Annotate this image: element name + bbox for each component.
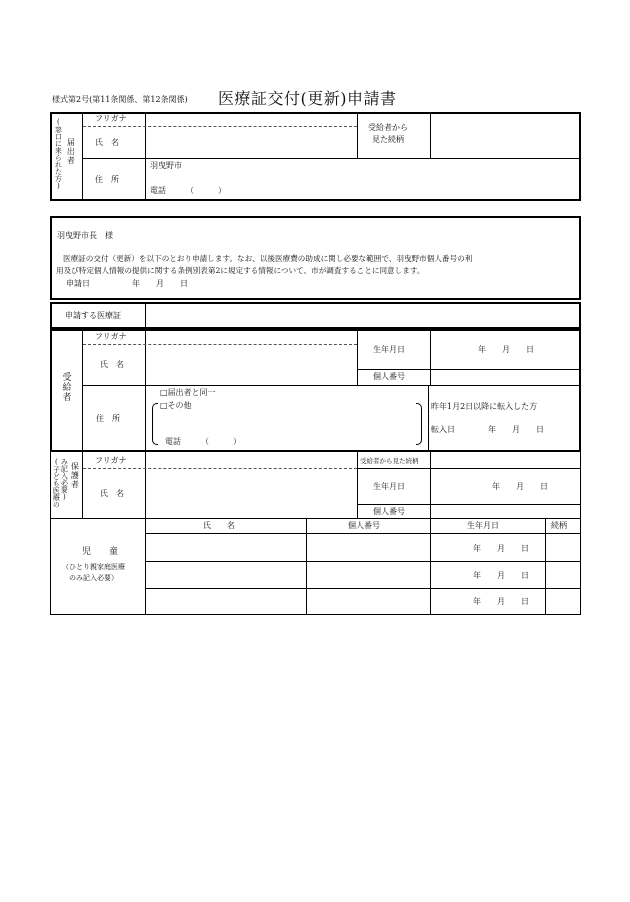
children-row-2-relation-input[interactable] (547, 563, 578, 587)
children-row-1-name-input[interactable] (147, 535, 304, 560)
guardian-side-sublabel-1: (子ども医療の (52, 458, 61, 508)
children-row-1-mynumber-input[interactable] (308, 535, 428, 560)
recipient-option-same[interactable]: □届出者と同一 (160, 388, 216, 397)
children-col-name: 氏 名 (203, 521, 235, 530)
notifier-furigana-input[interactable] (147, 114, 355, 125)
address-bracket-right (416, 403, 422, 445)
children-row-3-birthdate[interactable]: 年 月 日 (473, 597, 529, 606)
recipient-side-label: 受給者 (60, 372, 71, 402)
guardian-side-sublabel-2: み記入必要) (60, 458, 69, 501)
recipient-name-label: 氏 名 (100, 360, 124, 369)
children-row-3-mynumber-input[interactable] (308, 590, 428, 613)
recipient-name-input[interactable] (147, 346, 355, 384)
recipient-address-input[interactable] (160, 414, 414, 432)
address-bracket-left (152, 403, 158, 445)
recipient-birthdate-label: 生年月日 (373, 345, 405, 354)
recipient-address-label: 住 所 (96, 414, 120, 423)
notifier-side-label: 届出者 (66, 138, 76, 165)
children-side-note-1: （ひとり親家庭医療 (62, 563, 125, 571)
statement-line-2: 用及び特定個人情報の提供に関する条例別表第2に規定する情報について、市が調査することに同意します。 (56, 266, 425, 275)
children-col-mynumber: 個人番号 (348, 521, 380, 530)
form-title: 医療証交付(更新)申請書 (218, 89, 397, 108)
recipient-movein-date-label: 転入日 (431, 425, 455, 434)
recipient-option-other[interactable]: □その他 (160, 401, 192, 410)
notifier-furigana-label: フリガナ (95, 114, 127, 123)
recipient-moved-label: 昨年1月2日以降に転入した方 (431, 402, 538, 411)
children-row-3-relation-input[interactable] (547, 590, 578, 613)
recipient-mynumber-input[interactable] (432, 371, 578, 384)
form-number: 様式第2号(第11条関係、第12条関係) (52, 95, 188, 104)
guardian-name-label: 氏 名 (100, 489, 124, 498)
notifier-relation-input[interactable] (432, 114, 578, 157)
certificate-input[interactable] (147, 304, 578, 327)
notifier-relation-label-2: 見た続柄 (372, 135, 404, 144)
recipient-birthdate-value[interactable]: 年 月 日 (478, 345, 534, 354)
recipient-movein-date-value[interactable]: 年 月 日 (488, 425, 544, 434)
recipient-phone-label: 電話 （ ） (165, 437, 241, 446)
children-row-2-mynumber-input[interactable] (308, 563, 428, 587)
recipient-mynumber-label: 個人番号 (373, 372, 405, 381)
notifier-side-sublabel: (窓口に来られた方) (54, 118, 63, 190)
statement-line-1: 医療証の交付（更新）を以下のとおり申請します。なお、以後医療費の助成に関し必要な範囲で、羽曳野市個人番号の利 (63, 254, 473, 263)
children-col-relation: 続柄 (551, 521, 567, 530)
guardian-relation-input[interactable] (432, 454, 578, 467)
application-date-label: 申請日 (66, 279, 90, 288)
notifier-city-text: 羽曳野市 (150, 161, 182, 170)
children-row-1-relation-input[interactable] (547, 535, 578, 560)
children-row-2-name-input[interactable] (147, 563, 304, 587)
notifier-address-label: 住 所 (95, 175, 119, 184)
guardian-mynumber-input[interactable] (432, 506, 578, 517)
notifier-relation-label-1: 受給者から (368, 123, 408, 132)
notifier-name-label: 氏 名 (95, 138, 119, 147)
children-side-note-2: のみ記入必要） (69, 574, 118, 582)
children-row-2-birthdate[interactable]: 年 月 日 (473, 571, 529, 580)
certificate-label: 申請する医療証 (65, 311, 121, 320)
children-row-3-name-input[interactable] (147, 590, 304, 613)
notifier-address-input[interactable] (190, 160, 578, 178)
notifier-name-input[interactable] (147, 128, 355, 157)
guardian-birthdate-label: 生年月日 (373, 482, 405, 491)
guardian-furigana-label: フリガナ (95, 456, 127, 465)
recipient-furigana-input[interactable] (147, 331, 355, 343)
guardian-relation-label: 受給者から見た続柄 (360, 457, 419, 465)
guardian-furigana-input[interactable] (147, 454, 355, 467)
guardian-birthdate-value[interactable]: 年 月 日 (492, 482, 548, 491)
guardian-name-input[interactable] (147, 470, 355, 516)
guardian-side-label: 保護者 (70, 462, 80, 489)
children-side-label: 児 童 (82, 547, 119, 557)
recipient-furigana-label: フリガナ (95, 332, 127, 341)
application-date-value[interactable]: 年 月 日 (132, 279, 188, 288)
notifier-phone-label: 電話 （ ） (150, 186, 226, 195)
addressee: 羽曳野市長 様 (57, 231, 113, 240)
children-col-birthdate: 生年月日 (467, 521, 499, 530)
guardian-mynumber-label: 個人番号 (373, 507, 405, 516)
children-row-1-birthdate[interactable]: 年 月 日 (473, 544, 529, 553)
